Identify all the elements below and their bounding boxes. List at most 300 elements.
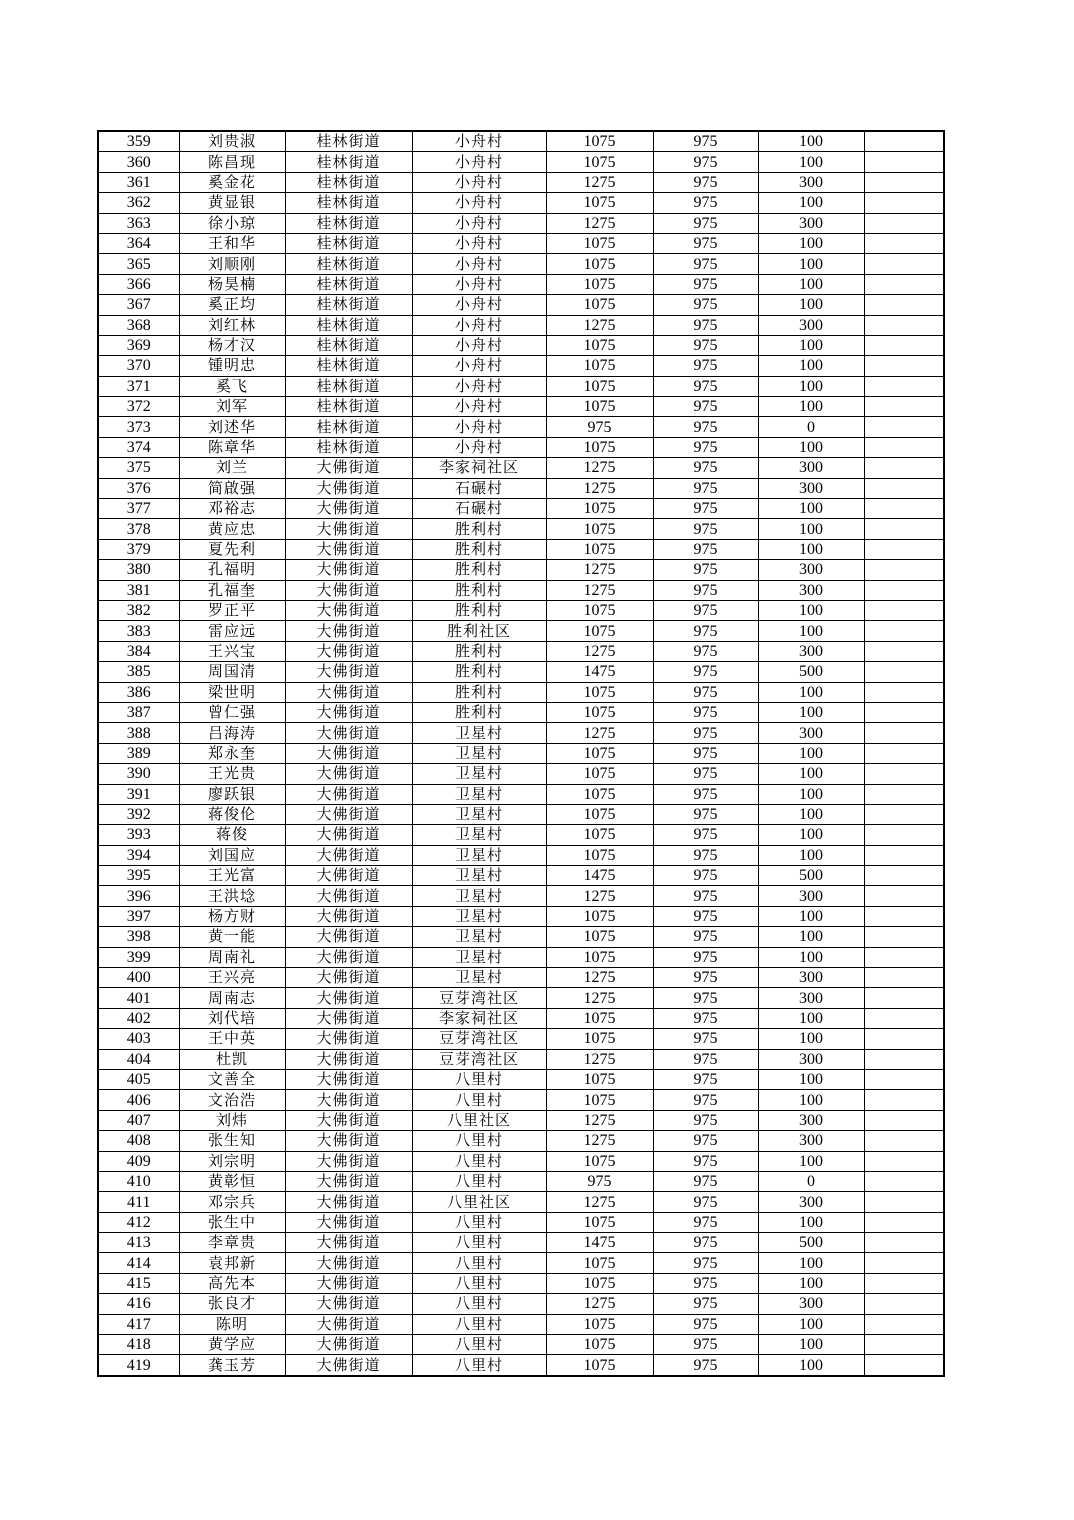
cell-remark xyxy=(864,1273,944,1293)
cell-subdistrict: 大佛街道 xyxy=(285,478,412,498)
cell-name: 王和华 xyxy=(179,233,285,253)
cell-amount-base: 975 xyxy=(653,560,758,580)
cell-amount-total: 1275 xyxy=(546,478,653,498)
cell-name: 邓宗兵 xyxy=(179,1192,285,1212)
table-row xyxy=(98,1008,944,1028)
cell-index: 365 xyxy=(98,254,179,274)
cell-amount-diff: 100 xyxy=(758,1029,864,1049)
cell-index: 397 xyxy=(98,906,179,926)
cell-index: 379 xyxy=(98,539,179,559)
cell-name: 刘顺刚 xyxy=(179,254,285,274)
table-row xyxy=(98,233,944,253)
cell-amount-total: 1075 xyxy=(546,927,653,947)
cell-community: 小舟村 xyxy=(412,417,546,437)
cell-name: 奚正均 xyxy=(179,295,285,315)
cell-amount-diff: 100 xyxy=(758,1151,864,1171)
cell-amount-base: 975 xyxy=(653,1273,758,1293)
cell-amount-total: 1275 xyxy=(546,641,653,661)
table-row xyxy=(98,1273,944,1293)
cell-index: 415 xyxy=(98,1273,179,1293)
cell-subdistrict: 桂林街道 xyxy=(285,131,412,152)
cell-index: 370 xyxy=(98,356,179,376)
cell-amount-total: 1075 xyxy=(546,1253,653,1273)
table-row xyxy=(98,1253,944,1273)
cell-community: 小舟村 xyxy=(412,274,546,294)
cell-amount-total: 1075 xyxy=(546,621,653,641)
cell-index: 390 xyxy=(98,764,179,784)
cell-index: 374 xyxy=(98,437,179,457)
table-row xyxy=(98,417,944,437)
cell-remark xyxy=(864,1294,944,1314)
cell-amount-total: 1075 xyxy=(546,356,653,376)
cell-amount-base: 975 xyxy=(653,397,758,417)
cell-remark xyxy=(864,1131,944,1151)
cell-index: 380 xyxy=(98,560,179,580)
cell-remark xyxy=(864,600,944,620)
cell-amount-total: 1275 xyxy=(546,1294,653,1314)
cell-amount-diff: 100 xyxy=(758,1212,864,1232)
cell-community: 小舟村 xyxy=(412,356,546,376)
cell-subdistrict: 大佛街道 xyxy=(285,580,412,600)
cell-community: 八里村 xyxy=(412,1131,546,1151)
cell-amount-base: 975 xyxy=(653,172,758,192)
cell-remark xyxy=(864,764,944,784)
cell-amount-total: 1075 xyxy=(546,295,653,315)
cell-index: 401 xyxy=(98,988,179,1008)
cell-subdistrict: 大佛街道 xyxy=(285,927,412,947)
cell-amount-total: 1475 xyxy=(546,1233,653,1253)
cell-name: 杨方财 xyxy=(179,906,285,926)
cell-subdistrict: 大佛街道 xyxy=(285,519,412,539)
cell-subdistrict: 大佛街道 xyxy=(285,621,412,641)
cell-index: 410 xyxy=(98,1171,179,1191)
cell-amount-base: 975 xyxy=(653,1131,758,1151)
cell-name: 邓裕志 xyxy=(179,499,285,519)
cell-amount-base: 975 xyxy=(653,1110,758,1130)
cell-name: 徐小琼 xyxy=(179,213,285,233)
cell-remark xyxy=(864,1110,944,1130)
cell-amount-diff: 100 xyxy=(758,825,864,845)
cell-index: 385 xyxy=(98,662,179,682)
cell-amount-total: 1075 xyxy=(546,1090,653,1110)
cell-name: 刘国应 xyxy=(179,845,285,865)
cell-index: 404 xyxy=(98,1049,179,1069)
cell-amount-diff: 100 xyxy=(758,397,864,417)
cell-amount-base: 975 xyxy=(653,621,758,641)
cell-amount-diff: 300 xyxy=(758,1192,864,1212)
cell-amount-base: 975 xyxy=(653,580,758,600)
cell-amount-diff: 300 xyxy=(758,172,864,192)
cell-remark xyxy=(864,947,944,967)
cell-amount-base: 975 xyxy=(653,723,758,743)
cell-amount-diff: 300 xyxy=(758,1049,864,1069)
cell-remark xyxy=(864,315,944,335)
cell-community: 胜利村 xyxy=(412,682,546,702)
cell-amount-diff: 300 xyxy=(758,988,864,1008)
cell-amount-base: 975 xyxy=(653,233,758,253)
cell-index: 413 xyxy=(98,1233,179,1253)
cell-name: 蒋俊伦 xyxy=(179,804,285,824)
cell-amount-base: 975 xyxy=(653,1029,758,1049)
table-row xyxy=(98,1110,944,1130)
cell-name: 黄显银 xyxy=(179,193,285,213)
cell-amount-total: 1275 xyxy=(546,560,653,580)
cell-amount-base: 975 xyxy=(653,1335,758,1355)
table-row xyxy=(98,947,944,967)
cell-amount-total: 1275 xyxy=(546,988,653,1008)
cell-amount-base: 975 xyxy=(653,804,758,824)
cell-index: 372 xyxy=(98,397,179,417)
cell-amount-base: 975 xyxy=(653,1253,758,1273)
cell-amount-diff: 100 xyxy=(758,1314,864,1334)
cell-remark xyxy=(864,1314,944,1334)
cell-index: 382 xyxy=(98,600,179,620)
cell-community: 胜利村 xyxy=(412,702,546,722)
cell-amount-total: 1075 xyxy=(546,600,653,620)
table-row xyxy=(98,539,944,559)
cell-amount-diff: 300 xyxy=(758,478,864,498)
cell-name: 文善全 xyxy=(179,1069,285,1089)
cell-remark xyxy=(864,560,944,580)
table-row xyxy=(98,886,944,906)
cell-name: 梁世明 xyxy=(179,682,285,702)
cell-remark xyxy=(864,397,944,417)
cell-name: 王洪埝 xyxy=(179,886,285,906)
cell-amount-diff: 100 xyxy=(758,682,864,702)
cell-amount-base: 975 xyxy=(653,764,758,784)
cell-index: 411 xyxy=(98,1192,179,1212)
cell-name: 刘炜 xyxy=(179,1110,285,1130)
table-row xyxy=(98,764,944,784)
cell-name: 曾仁强 xyxy=(179,702,285,722)
cell-amount-diff: 100 xyxy=(758,437,864,457)
cell-amount-total: 1475 xyxy=(546,662,653,682)
cell-subdistrict: 大佛街道 xyxy=(285,1110,412,1130)
cell-name: 陈章华 xyxy=(179,437,285,457)
cell-subdistrict: 大佛街道 xyxy=(285,947,412,967)
cell-index: 361 xyxy=(98,172,179,192)
cell-community: 卫星村 xyxy=(412,947,546,967)
cell-amount-base: 975 xyxy=(653,417,758,437)
cell-amount-diff: 100 xyxy=(758,804,864,824)
cell-amount-base: 975 xyxy=(653,254,758,274)
cell-amount-diff: 100 xyxy=(758,335,864,355)
cell-amount-base: 975 xyxy=(653,988,758,1008)
cell-amount-diff: 100 xyxy=(758,906,864,926)
cell-subdistrict: 大佛街道 xyxy=(285,784,412,804)
cell-remark xyxy=(864,743,944,763)
cell-amount-base: 975 xyxy=(653,519,758,539)
cell-subdistrict: 大佛街道 xyxy=(285,866,412,886)
table-row xyxy=(98,580,944,600)
cell-amount-total: 1075 xyxy=(546,131,653,152)
cell-remark xyxy=(864,295,944,315)
cell-amount-base: 975 xyxy=(653,968,758,988)
cell-remark xyxy=(864,1335,944,1355)
cell-index: 395 xyxy=(98,866,179,886)
cell-amount-base: 975 xyxy=(653,1355,758,1376)
cell-index: 368 xyxy=(98,315,179,335)
cell-subdistrict: 大佛街道 xyxy=(285,641,412,661)
cell-index: 412 xyxy=(98,1212,179,1232)
cell-index: 389 xyxy=(98,743,179,763)
cell-community: 八里村 xyxy=(412,1314,546,1334)
cell-index: 366 xyxy=(98,274,179,294)
cell-subdistrict: 大佛街道 xyxy=(285,825,412,845)
cell-subdistrict: 大佛街道 xyxy=(285,1171,412,1191)
cell-remark xyxy=(864,478,944,498)
table-row xyxy=(98,172,944,192)
cell-community: 八里村 xyxy=(412,1069,546,1089)
cell-amount-total: 1075 xyxy=(546,906,653,926)
cell-subdistrict: 大佛街道 xyxy=(285,1253,412,1273)
cell-remark xyxy=(864,866,944,886)
cell-amount-base: 975 xyxy=(653,193,758,213)
table-row xyxy=(98,1151,944,1171)
cell-community: 卫星村 xyxy=(412,886,546,906)
cell-name: 高先本 xyxy=(179,1273,285,1293)
cell-index: 369 xyxy=(98,335,179,355)
cell-community: 胜利村 xyxy=(412,519,546,539)
table-row xyxy=(98,866,944,886)
cell-name: 周南礼 xyxy=(179,947,285,967)
cell-name: 刘兰 xyxy=(179,458,285,478)
table-row xyxy=(98,560,944,580)
table-row xyxy=(98,1029,944,1049)
cell-amount-diff: 100 xyxy=(758,295,864,315)
table-row xyxy=(98,641,944,661)
table-row xyxy=(98,1335,944,1355)
cell-amount-total: 1275 xyxy=(546,723,653,743)
cell-index: 418 xyxy=(98,1335,179,1355)
cell-amount-base: 975 xyxy=(653,1049,758,1069)
cell-remark xyxy=(864,784,944,804)
cell-remark xyxy=(864,580,944,600)
cell-amount-base: 975 xyxy=(653,437,758,457)
cell-amount-diff: 100 xyxy=(758,131,864,152)
cell-index: 393 xyxy=(98,825,179,845)
cell-subdistrict: 大佛街道 xyxy=(285,1029,412,1049)
table-row xyxy=(98,702,944,722)
cell-name: 夏先利 xyxy=(179,539,285,559)
cell-amount-base: 975 xyxy=(653,845,758,865)
cell-index: 416 xyxy=(98,1294,179,1314)
cell-amount-total: 975 xyxy=(546,1171,653,1191)
cell-index: 387 xyxy=(98,702,179,722)
cell-index: 392 xyxy=(98,804,179,824)
cell-amount-base: 975 xyxy=(653,906,758,926)
cell-community: 豆芽湾社区 xyxy=(412,1029,546,1049)
cell-subdistrict: 桂林街道 xyxy=(285,172,412,192)
cell-name: 杨才汉 xyxy=(179,335,285,355)
cell-index: 419 xyxy=(98,1355,179,1376)
cell-amount-base: 975 xyxy=(653,682,758,702)
cell-amount-diff: 500 xyxy=(758,1233,864,1253)
cell-remark xyxy=(864,641,944,661)
cell-amount-total: 1075 xyxy=(546,764,653,784)
cell-amount-total: 1075 xyxy=(546,804,653,824)
table-row xyxy=(98,621,944,641)
cell-name: 袁邦新 xyxy=(179,1253,285,1273)
cell-amount-total: 1075 xyxy=(546,702,653,722)
cell-remark xyxy=(864,1192,944,1212)
table-row xyxy=(98,1212,944,1232)
cell-community: 八里村 xyxy=(412,1253,546,1273)
cell-remark xyxy=(864,152,944,172)
cell-community: 石碾村 xyxy=(412,478,546,498)
cell-subdistrict: 桂林街道 xyxy=(285,193,412,213)
cell-subdistrict: 大佛街道 xyxy=(285,886,412,906)
cell-amount-total: 1075 xyxy=(546,682,653,702)
cell-amount-diff: 100 xyxy=(758,927,864,947)
cell-amount-diff: 100 xyxy=(758,274,864,294)
cell-name: 廖跃银 xyxy=(179,784,285,804)
cell-amount-base: 975 xyxy=(653,662,758,682)
table-row xyxy=(98,254,944,274)
cell-index: 359 xyxy=(98,131,179,152)
cell-amount-total: 1075 xyxy=(546,499,653,519)
cell-index: 391 xyxy=(98,784,179,804)
cell-index: 367 xyxy=(98,295,179,315)
table-row xyxy=(98,600,944,620)
cell-name: 奚金花 xyxy=(179,172,285,192)
cell-subdistrict: 桂林街道 xyxy=(285,417,412,437)
cell-community: 小舟村 xyxy=(412,213,546,233)
cell-amount-total: 1075 xyxy=(546,743,653,763)
cell-subdistrict: 桂林街道 xyxy=(285,376,412,396)
cell-name: 黄应忠 xyxy=(179,519,285,539)
cell-index: 377 xyxy=(98,499,179,519)
table-row xyxy=(98,152,944,172)
cell-remark xyxy=(864,254,944,274)
cell-remark xyxy=(864,927,944,947)
table-row xyxy=(98,825,944,845)
cell-remark xyxy=(864,274,944,294)
cell-community: 卫星村 xyxy=(412,743,546,763)
cell-amount-base: 975 xyxy=(653,1069,758,1089)
cell-community: 小舟村 xyxy=(412,376,546,396)
cell-index: 399 xyxy=(98,947,179,967)
cell-community: 胜利村 xyxy=(412,641,546,661)
cell-amount-total: 1075 xyxy=(546,233,653,253)
table-row xyxy=(98,213,944,233)
cell-index: 407 xyxy=(98,1110,179,1130)
table-row xyxy=(98,499,944,519)
table-row xyxy=(98,1069,944,1089)
cell-amount-diff: 100 xyxy=(758,152,864,172)
cell-community: 小舟村 xyxy=(412,152,546,172)
table-row xyxy=(98,131,944,152)
table-row xyxy=(98,906,944,926)
cell-subdistrict: 桂林街道 xyxy=(285,213,412,233)
cell-subdistrict: 大佛街道 xyxy=(285,1355,412,1376)
cell-amount-base: 975 xyxy=(653,784,758,804)
cell-subdistrict: 大佛街道 xyxy=(285,600,412,620)
cell-amount-base: 975 xyxy=(653,213,758,233)
cell-subdistrict: 桂林街道 xyxy=(285,315,412,335)
table-row xyxy=(98,519,944,539)
cell-index: 403 xyxy=(98,1029,179,1049)
cell-amount-base: 975 xyxy=(653,335,758,355)
cell-amount-diff: 500 xyxy=(758,662,864,682)
cell-community: 小舟村 xyxy=(412,172,546,192)
cell-subdistrict: 桂林街道 xyxy=(285,152,412,172)
cell-amount-base: 975 xyxy=(653,1294,758,1314)
cell-remark xyxy=(864,356,944,376)
cell-name: 王兴亮 xyxy=(179,968,285,988)
cell-amount-diff: 100 xyxy=(758,356,864,376)
cell-community: 豆芽湾社区 xyxy=(412,988,546,1008)
table-row xyxy=(98,356,944,376)
cell-amount-total: 1275 xyxy=(546,458,653,478)
cell-community: 小舟村 xyxy=(412,335,546,355)
cell-community: 卫星村 xyxy=(412,906,546,926)
cell-amount-diff: 100 xyxy=(758,1335,864,1355)
cell-name: 黄学应 xyxy=(179,1335,285,1355)
cell-index: 388 xyxy=(98,723,179,743)
cell-amount-base: 975 xyxy=(653,152,758,172)
cell-amount-total: 1075 xyxy=(546,1069,653,1089)
cell-amount-total: 1075 xyxy=(546,1314,653,1334)
cell-index: 362 xyxy=(98,193,179,213)
cell-amount-base: 975 xyxy=(653,458,758,478)
cell-amount-diff: 100 xyxy=(758,947,864,967)
cell-amount-total: 1275 xyxy=(546,1110,653,1130)
cell-amount-diff: 100 xyxy=(758,1355,864,1376)
cell-remark xyxy=(864,193,944,213)
cell-amount-total: 1075 xyxy=(546,335,653,355)
cell-community: 卫星村 xyxy=(412,845,546,865)
cell-community: 八里村 xyxy=(412,1171,546,1191)
table-row xyxy=(98,193,944,213)
cell-amount-total: 1075 xyxy=(546,1029,653,1049)
table-row xyxy=(98,988,944,1008)
cell-remark xyxy=(864,1151,944,1171)
cell-amount-total: 1475 xyxy=(546,866,653,886)
cell-community: 八里村 xyxy=(412,1355,546,1376)
cell-amount-base: 975 xyxy=(653,315,758,335)
table-row xyxy=(98,723,944,743)
cell-name: 周国清 xyxy=(179,662,285,682)
cell-amount-diff: 100 xyxy=(758,254,864,274)
cell-name: 郑永奎 xyxy=(179,743,285,763)
cell-community: 卫星村 xyxy=(412,784,546,804)
table-row xyxy=(98,1090,944,1110)
cell-subdistrict: 大佛街道 xyxy=(285,1131,412,1151)
cell-index: 383 xyxy=(98,621,179,641)
cell-amount-base: 975 xyxy=(653,600,758,620)
cell-amount-base: 975 xyxy=(653,1151,758,1171)
cell-amount-diff: 100 xyxy=(758,764,864,784)
cell-subdistrict: 大佛街道 xyxy=(285,1294,412,1314)
cell-amount-diff: 100 xyxy=(758,1253,864,1273)
cell-community: 八里村 xyxy=(412,1233,546,1253)
table-row xyxy=(98,335,944,355)
table-row xyxy=(98,682,944,702)
cell-remark xyxy=(864,804,944,824)
cell-subdistrict: 大佛街道 xyxy=(285,845,412,865)
cell-amount-total: 1075 xyxy=(546,1008,653,1028)
cell-community: 胜利社区 xyxy=(412,621,546,641)
cell-index: 384 xyxy=(98,641,179,661)
cell-amount-base: 975 xyxy=(653,1090,758,1110)
cell-amount-total: 1075 xyxy=(546,376,653,396)
cell-remark xyxy=(864,539,944,559)
cell-remark xyxy=(864,886,944,906)
cell-index: 375 xyxy=(98,458,179,478)
cell-index: 381 xyxy=(98,580,179,600)
cell-subdistrict: 大佛街道 xyxy=(285,1192,412,1212)
